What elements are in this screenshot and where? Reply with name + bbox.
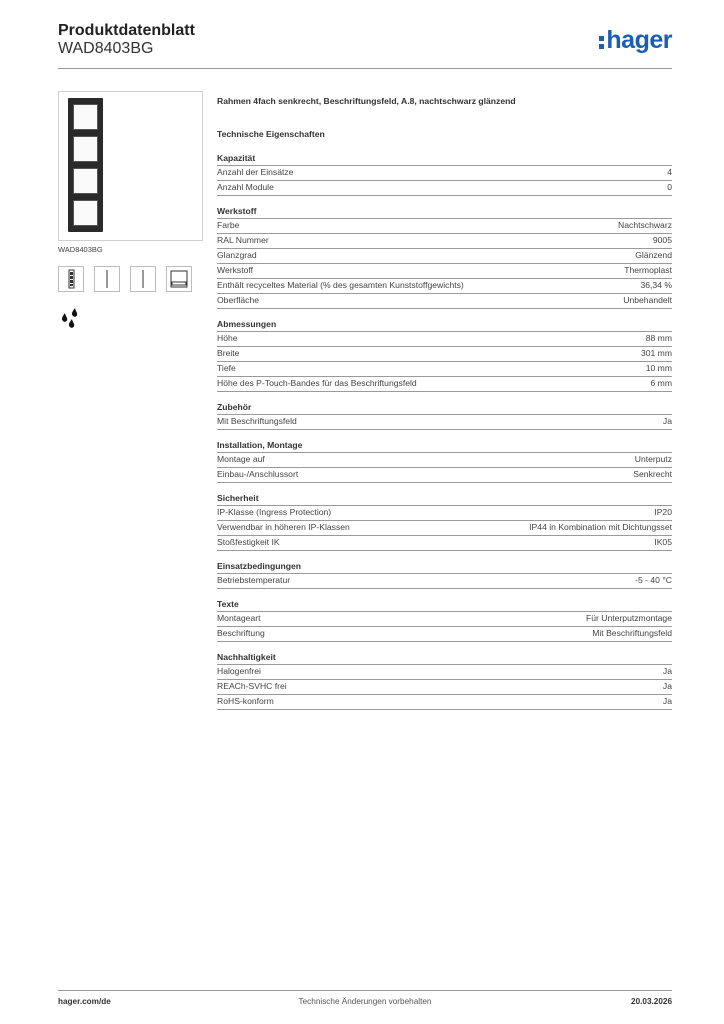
spec-label: Enthält recyceltes Material (% des gesamten Kunststoffgewichts) — [217, 280, 464, 290]
spec-label: Stoßfestigkeit IK — [217, 537, 280, 547]
spec-row — [217, 249, 672, 264]
spec-label: Breite — [217, 348, 240, 358]
spec-section — [217, 561, 672, 589]
spec-label: Glanzgrad — [217, 250, 257, 260]
spec-row — [217, 181, 672, 196]
frame-slot — [73, 200, 98, 226]
image-caption: WAD8403BG — [58, 245, 103, 254]
logo-text: hager — [606, 26, 672, 54]
spec-label: Mit Beschriftungsfeld — [217, 416, 297, 426]
spec-value: Ja — [662, 666, 672, 676]
spec-label: Verwendbar in höheren IP-Klassen — [217, 522, 350, 532]
logo-dots-icon — [599, 35, 604, 49]
spec-row — [217, 574, 672, 589]
spec-section — [217, 440, 672, 483]
product-image — [58, 91, 203, 241]
spec-value: Glänzend — [635, 250, 672, 260]
spec-row — [217, 234, 672, 249]
spec-label: Montage auf — [217, 454, 265, 464]
spec-value: Ja — [662, 416, 672, 426]
spec-label: REACh-SVHC frei — [217, 681, 287, 691]
spec-row — [217, 536, 672, 551]
section-title: Sicherheit — [217, 493, 672, 506]
spec-label: Montageart — [217, 613, 261, 623]
spec-row — [217, 279, 672, 294]
spec-section — [217, 652, 672, 710]
spec-label: Halogenfrei — [217, 666, 261, 676]
footer-notice: Technische Änderungen vorbehalten — [298, 997, 432, 1006]
frame-illustration — [68, 98, 103, 232]
spec-row — [217, 219, 672, 234]
section-title: Werkstoff — [217, 206, 672, 219]
spec-label: Beschriftung — [217, 628, 265, 638]
spec-label: RoHS-konform — [217, 696, 274, 706]
frame-slot — [73, 136, 98, 162]
thin-frame-side-icon — [94, 266, 120, 292]
spec-label: Betriebstemperatur — [217, 575, 291, 585]
spec-label: Werkstoff — [217, 265, 253, 275]
spec-value: IK05 — [654, 537, 672, 547]
spec-value: IP44 in Kombination mit Dichtungsset — [529, 522, 672, 532]
spec-value: Senkrecht — [633, 469, 672, 479]
spec-row — [217, 468, 672, 483]
footer-date: 20.03.2026 — [631, 997, 672, 1006]
product-description: Rahmen 4fach senkrecht, Beschriftungsfeld, A.8, nachtschwarz glänzend — [217, 96, 516, 106]
spec-label: Anzahl der Einsätze — [217, 167, 294, 177]
section-title: Einsatzbedingungen — [217, 561, 672, 574]
spec-value: 36,34 % — [640, 280, 672, 290]
document-title: Produktdatenblatt — [58, 22, 195, 39]
spec-label: Oberfläche — [217, 295, 260, 305]
section-title: Abmessungen — [217, 319, 672, 332]
spec-section — [217, 493, 672, 551]
spec-value: 9005 — [652, 235, 672, 245]
spec-row — [217, 362, 672, 377]
spec-section — [217, 319, 672, 392]
label-field-icon — [166, 266, 192, 292]
spec-row — [217, 695, 672, 710]
spec-value: 0 — [667, 182, 672, 192]
spec-section — [217, 206, 672, 309]
water-drops-icon — [58, 304, 84, 330]
spec-label: Farbe — [217, 220, 240, 230]
footer-divider — [58, 990, 672, 991]
pictogram-row — [58, 266, 203, 292]
section-title: Kapazität — [217, 153, 672, 166]
spec-row — [217, 264, 672, 279]
spec-row — [217, 347, 672, 362]
spec-value: Thermoplast — [624, 265, 672, 275]
spec-value: Mit Beschriftungsfeld — [592, 628, 672, 638]
spec-section — [217, 153, 672, 196]
tech-properties-heading: Technische Eigenschaften — [217, 129, 325, 139]
spec-value: Ja — [662, 681, 672, 691]
image-column — [58, 91, 203, 330]
spec-value: 4 — [667, 167, 672, 177]
spec-row — [217, 453, 672, 468]
section-title: Zubehör — [217, 402, 672, 415]
spec-value: Nachtschwarz — [618, 220, 672, 230]
hager-logo — [599, 26, 672, 55]
spec-value: Für Unterputzmontage — [586, 613, 672, 623]
spec-row — [217, 680, 672, 695]
spec-value: 88 mm — [645, 333, 672, 343]
product-code: WAD8403BG — [58, 40, 154, 57]
spec-row — [217, 294, 672, 309]
spec-value: -5 - 40 °C — [635, 575, 672, 585]
spec-label: Anzahl Module — [217, 182, 274, 192]
spec-label: Einbau-/Anschlussort — [217, 469, 299, 479]
spec-label: Höhe des P-Touch-Bandes für das Beschriftungsfeld — [217, 378, 417, 388]
section-title: Installation, Montage — [217, 440, 672, 453]
section-title: Texte — [217, 599, 672, 612]
footer-website: hager.com/de — [58, 997, 111, 1006]
thin-frame-side-icon — [130, 266, 156, 292]
frame-slot — [73, 104, 98, 130]
spec-sections — [217, 153, 672, 710]
spec-value: Unterputz — [634, 454, 672, 464]
spec-label: Höhe — [217, 333, 238, 343]
page-footer — [58, 997, 672, 1011]
spec-row — [217, 377, 672, 392]
spec-label: Tiefe — [217, 363, 236, 373]
spec-label: IP-Klasse (Ingress Protection) — [217, 507, 332, 517]
frame-slot — [73, 168, 98, 194]
spec-value: IP20 — [654, 507, 672, 517]
header-divider — [58, 68, 672, 69]
spec-row — [217, 415, 672, 430]
specification-column — [217, 96, 672, 710]
spec-label: RAL Nummer — [217, 235, 269, 245]
spec-value: 10 mm — [645, 363, 672, 373]
spec-row — [217, 332, 672, 347]
spec-value: 301 mm — [640, 348, 672, 358]
spec-row — [217, 612, 672, 627]
spec-section — [217, 599, 672, 642]
spec-row — [217, 627, 672, 642]
spec-value: Unbehandelt — [623, 295, 672, 305]
spec-row — [217, 521, 672, 536]
section-title: Nachhaltigkeit — [217, 652, 672, 665]
spec-section — [217, 402, 672, 430]
spec-row — [217, 665, 672, 680]
spec-row — [217, 166, 672, 181]
page-header — [58, 20, 672, 70]
spec-row — [217, 506, 672, 521]
vertical-frame-pictogram-icon — [58, 266, 84, 292]
spec-value: 6 mm — [650, 378, 672, 388]
spec-value: Ja — [662, 696, 672, 706]
